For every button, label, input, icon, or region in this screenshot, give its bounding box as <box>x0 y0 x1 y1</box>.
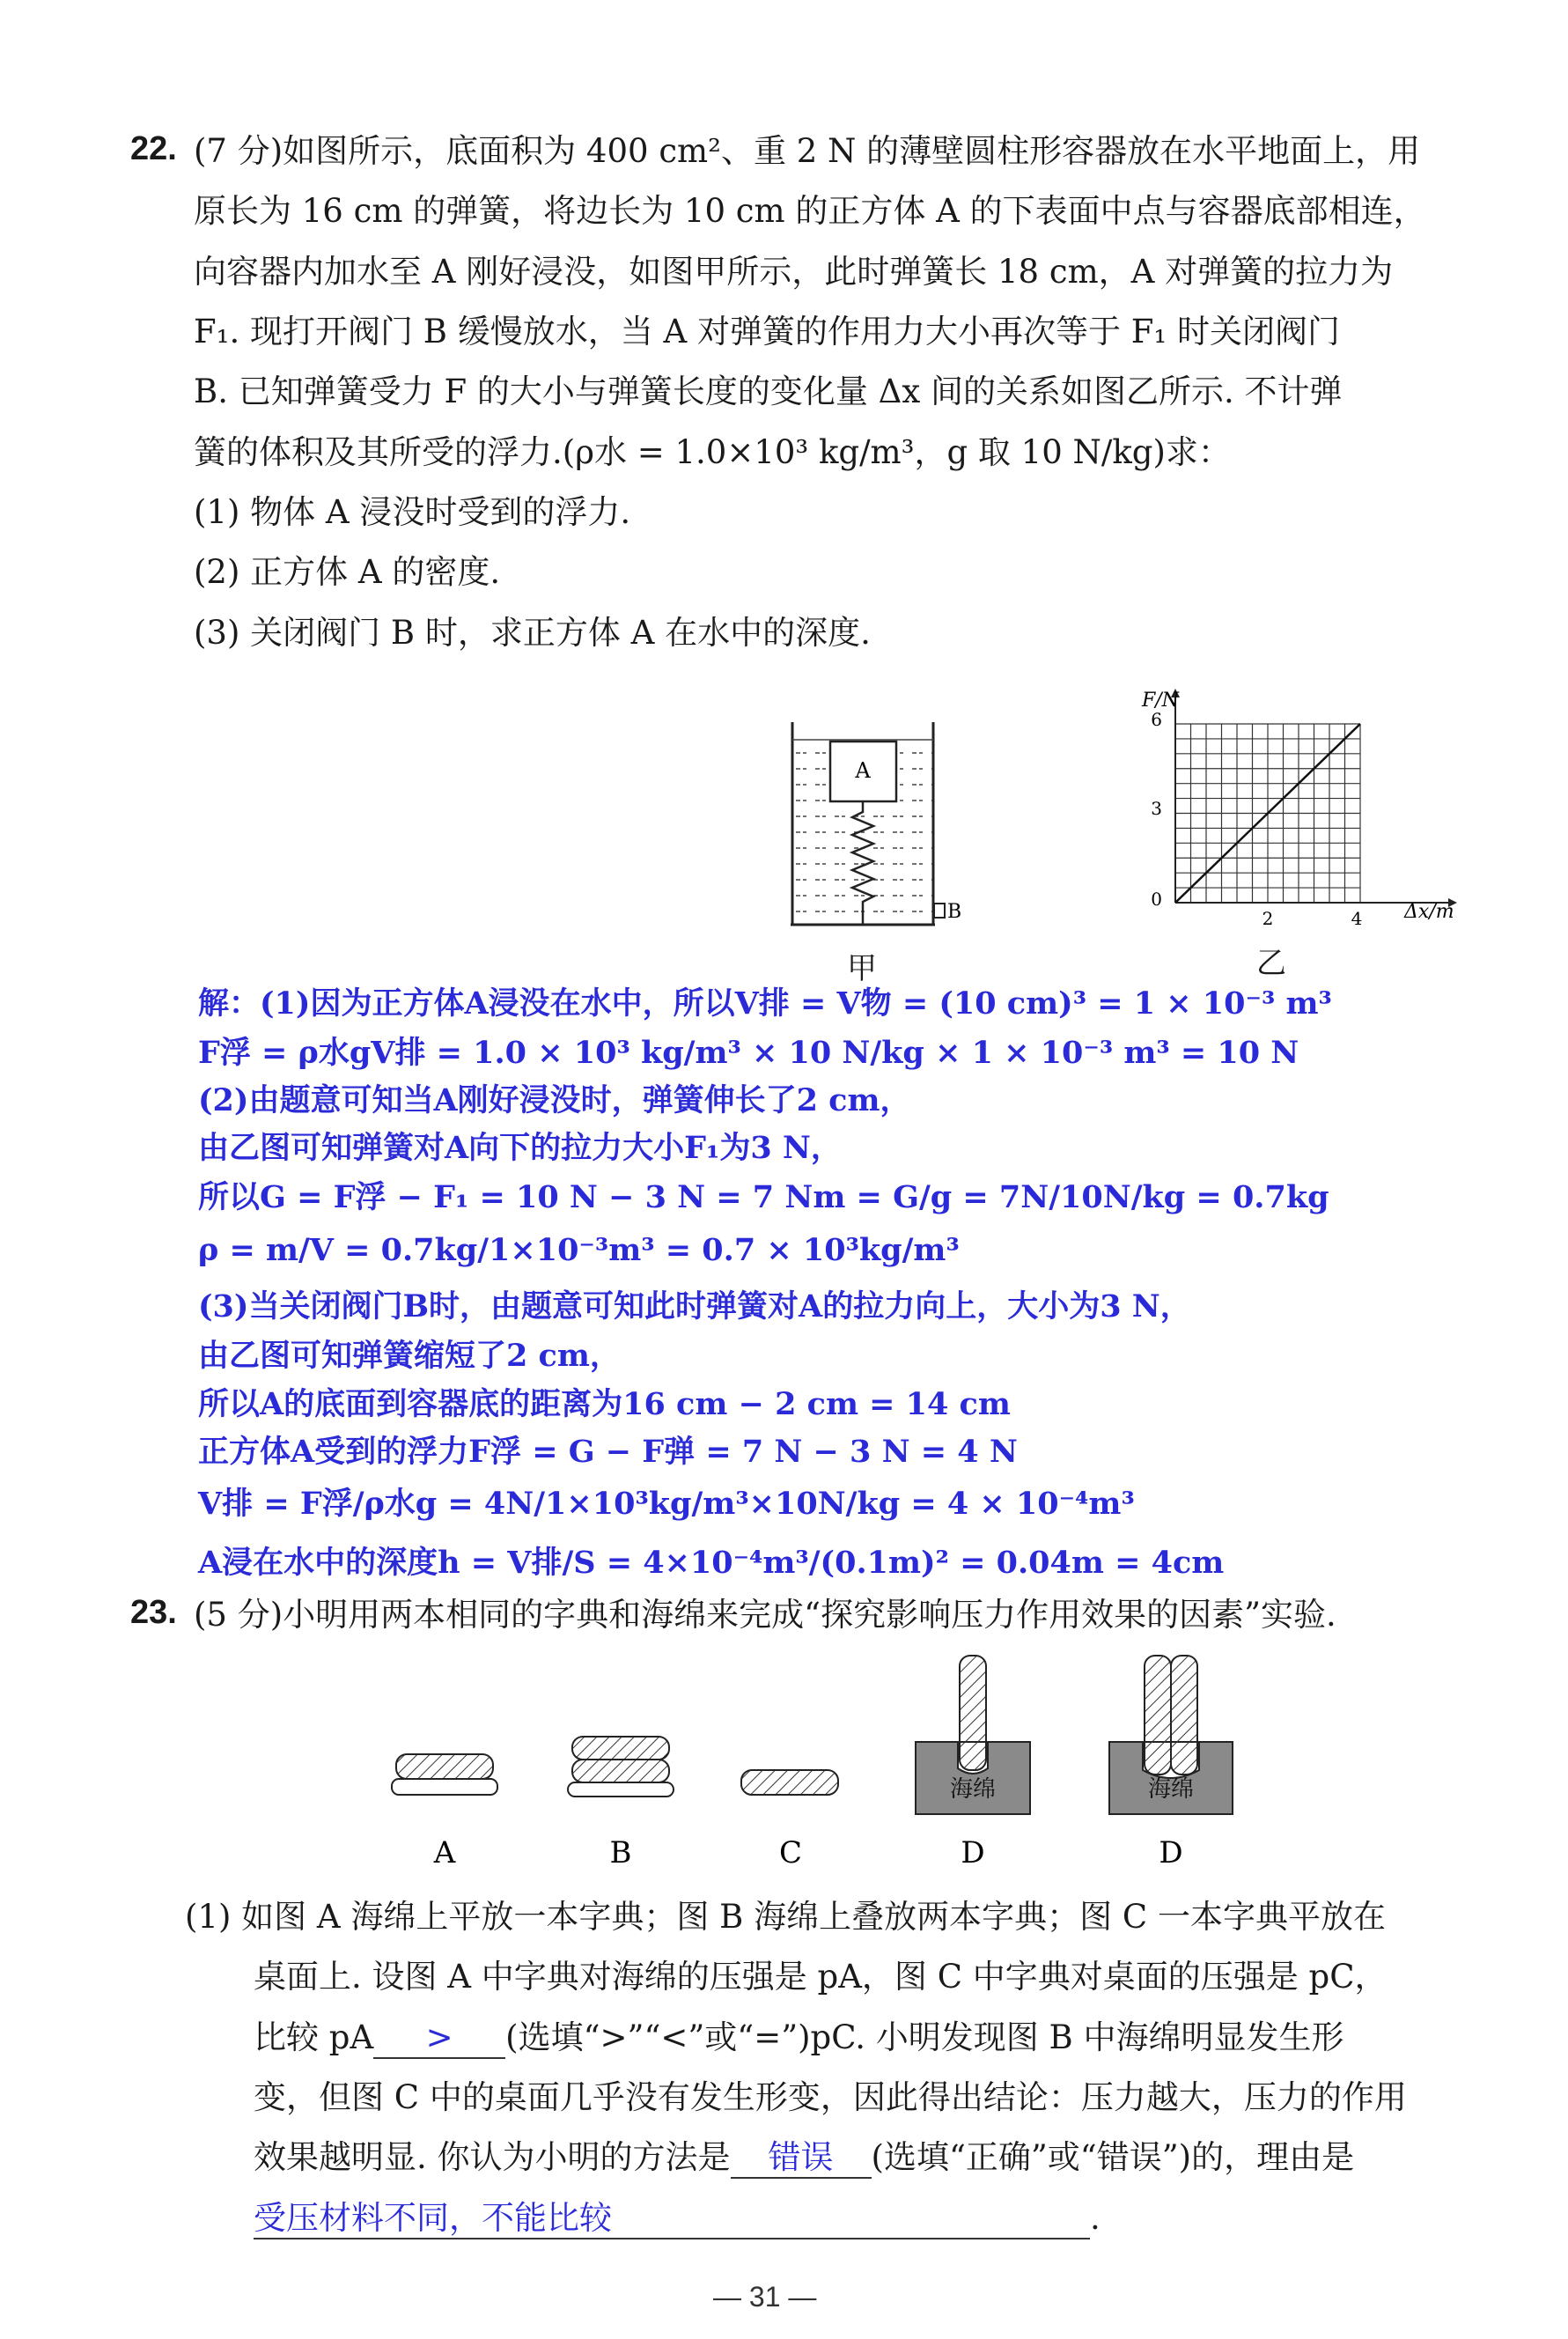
q23-p1-line-3-post: (选填“>”“<”或“=”)pC. 小明发现图 B 中海绵明显发生形 <box>505 2018 1344 2056</box>
figure-b-two-dictionaries-on-sponge <box>568 1737 674 1797</box>
q22-sub-1: (1) 物体 A 浸没时受到的浮力. <box>194 493 631 531</box>
q23-p1-line-1: (1) 如图 A 海绵上平放一本字典；图 B 海绵上叠放两本字典；图 C 一本字典平放在 <box>185 1898 1386 1936</box>
q22-sub-2: (2) 正方体 A 的密度. <box>194 553 501 591</box>
q22-line-2: 原长为 16 cm 的弹簧，将边长为 10 cm 的正方体 A 的下表面中点与容器底部相连， <box>194 192 1426 230</box>
solution-line-2: F浮 = ρ水gV排 = 1.0 × 10³ kg/m³ × 10 N/kg × 1 × 10⁻³ m³ = 10 N <box>198 1035 1299 1071</box>
sponge-label-2: 海绵 <box>1147 1776 1195 1803</box>
figure-a-dictionary-on-sponge <box>392 1754 497 1795</box>
q23-p1-line-5 <box>254 2138 1354 2179</box>
figure-label-d2: D <box>1159 1835 1183 1870</box>
solution-line-1: 解：(1)因为正方体A浸没在水中，所以V排 = V物 = (10 cm)³ = 1 × 10⁻³ m³ <box>198 985 1332 1022</box>
solution-line-9: 所以A的底面到容器底的距离为16 cm − 2 cm = 14 cm <box>198 1386 1011 1422</box>
solution-line-6: ρ = m/V = 0.7kg/1×10⁻³m³ = 0.7 × 10³kg/m³ <box>198 1232 960 1268</box>
question-23-number: 23. <box>130 1594 177 1631</box>
answer-blank-compare <box>373 2018 505 2059</box>
x-tick-2: 2 <box>1262 908 1274 929</box>
q22-line-5: B. 已知弹簧受力 F 的大小与弹簧长度的变化量 Δx 间的关系如图乙所示. 不计弹 <box>194 373 1343 410</box>
question-22-number: 22. <box>130 130 177 167</box>
solution-line-5: 所以G = F浮 − F₁ = 10 N − 3 N = 7 Nm = G/g = 7N/10N/kg = 0.7kg <box>198 1179 1329 1215</box>
cube-label: A <box>855 758 871 783</box>
q23-p1-line-6-end: . <box>1090 2199 1101 2237</box>
figure-label-b: B <box>609 1835 632 1870</box>
answer-compare: > <box>425 2018 453 2056</box>
answer-reason: 受压材料不同，不能比较 <box>254 2199 612 2237</box>
valve-label: B <box>947 901 962 923</box>
q23-p1-line-5-post: (选填“正确”或“错误”)的，理由是 <box>871 2138 1355 2176</box>
answer-judge: 错误 <box>768 2138 834 2176</box>
x-tick-4: 4 <box>1351 908 1363 929</box>
figure-label-c: C <box>778 1835 803 1870</box>
q23-p1-line-5-pre: 效果越明显. 你认为小明的方法是 <box>254 2138 731 2176</box>
q23-p1-line-2: 桌面上. 设图 A 中字典对海绵的压强是 pA，图 C 中字典对桌面的压强是 pC， <box>254 1958 1388 1996</box>
y-tick-0: 0 <box>1151 889 1162 910</box>
solution-line-12: A浸在水中的深度h = V排/S = 4×10⁻⁴m³/(0.1m)² = 0.04m = 4cm <box>198 1545 1225 1581</box>
q22-line-1: (7 分)如图所示，底面积为 400 cm²、重 2 N 的薄壁圆柱形容器放在水平地面上，用 <box>194 132 1421 170</box>
q22-line-6: 簧的体积及其所受的浮力.(ρ水 = 1.0×10³ kg/m³，g 取 10 N/kg)求： <box>194 433 1231 471</box>
solution-line-3: (2)由题意可知当A刚好浸没时，弹簧伸长了2 cm， <box>198 1082 911 1118</box>
page-number: — 31 — <box>713 2281 817 2313</box>
figure-yi-caption: 乙 <box>1256 946 1286 981</box>
answer-blank-reason <box>254 2199 1090 2239</box>
q22-line-4: F₁. 现打开阀门 B 缓慢放水，当 A 对弹簧的作用力大小再次等于 F₁ 时关闭阀门 <box>194 313 1341 350</box>
figure-c-dictionary-on-table <box>741 1770 838 1795</box>
figure-jia-caption: 甲 <box>847 951 877 986</box>
y-axis-label: F/N <box>1142 690 1179 712</box>
y-tick-3: 3 <box>1151 798 1162 819</box>
solution-line-7: (3)当关闭阀门B时，由题意可知此时弹簧对A的拉力向上，大小为3 N， <box>198 1288 1191 1324</box>
figure-jia <box>775 713 962 986</box>
answer-blank-judge <box>731 2138 872 2179</box>
sponge-label-1: 海绵 <box>949 1776 997 1803</box>
solution-line-10: 正方体A受到的浮力F浮 = G − F弹 = 7 N − 3 N = 4 N <box>198 1434 1018 1470</box>
q23-p1-line-6 <box>254 2199 1101 2239</box>
figure-label-d1: D <box>961 1835 985 1870</box>
q23-p1-line-3-pre: 比较 pA <box>254 2018 374 2056</box>
solution-line-4: 由乙图可知弹簧对A向下的拉力大小F₁为3 N， <box>198 1130 842 1166</box>
y-tick-6: 6 <box>1151 709 1162 730</box>
container-diagram <box>775 713 962 942</box>
valve-b <box>934 904 945 918</box>
q23-figures <box>379 1656 1259 1876</box>
solution-line-11: V排 = F浮/ρ水g = 4N/1×10³kg/m³×10N/kg = 4 × 10⁻⁴m³ <box>198 1486 1135 1522</box>
x-axis-label: Δx/m <box>1404 901 1454 923</box>
q22-line-3: 向容器内加水至 A 刚好浸没，如图甲所示，此时弹簧长 18 cm，A 对弹簧的拉力为 <box>194 253 1394 291</box>
q22-sub-3: (3) 关闭阀门 B 时，求正方体 A 在水中的深度. <box>194 614 871 652</box>
figure-yi <box>1123 678 1457 981</box>
solution-line-8: 由乙图可知弹簧缩短了2 cm， <box>198 1338 621 1374</box>
figure-label-a: A <box>433 1835 456 1870</box>
q23-p1-line-3 <box>254 2018 1343 2059</box>
spring-force-graph <box>1123 678 1457 933</box>
q23-p1-line-4: 变，但图 C 中的桌面几乎没有发生形变，因此得出结论：压力越大，压力的作用 <box>254 2078 1407 2116</box>
q23-stem: (5 分)小明用两本相同的字典和海绵来完成“探究影响压力作用效果的因素”实验. <box>194 1596 1336 1634</box>
